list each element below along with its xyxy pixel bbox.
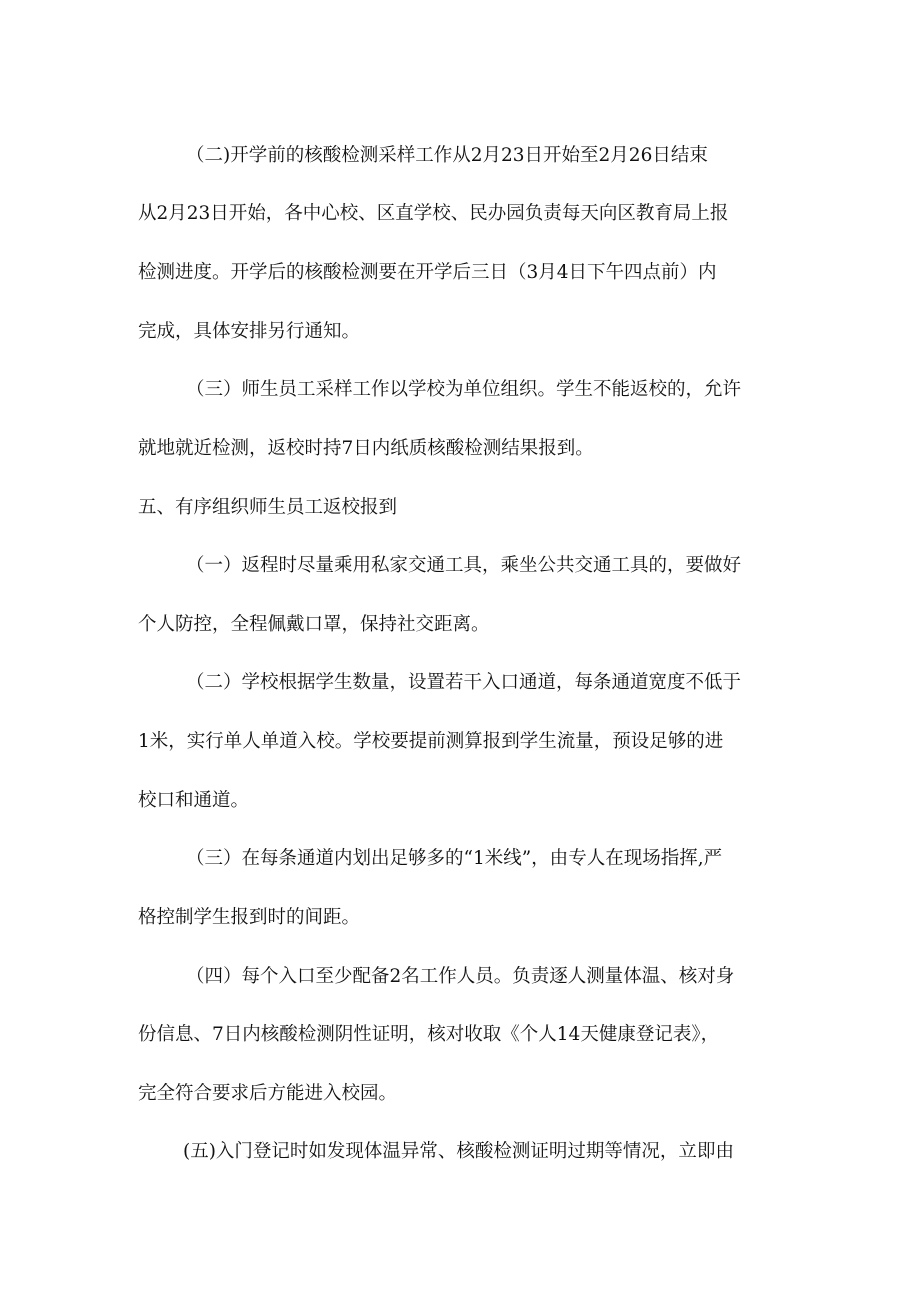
paragraph-line: （三）在每条通道内划出足够多的“1米线”，由专人在现场指挥,严: [186, 848, 723, 869]
section-heading: 五、有序组织师生员工返校报到: [138, 497, 398, 518]
paragraph-line: 完全符合要求后方能进入校园。: [138, 1083, 398, 1104]
paragraph-line: （三）师生员工采样工作以学校为单位组织。学生不能返校的，允许: [186, 379, 742, 400]
paragraph-line: (五)入门登记时如发现体温异常、核酸检测证明过期等情况，立即由: [183, 1141, 734, 1162]
paragraph-line: （四）每个入口至少配备2名工作人员。负责逐人测量体温、核对身: [186, 966, 735, 987]
paragraph-line: 个人防控，全程佩戴口罩，保持社交距离。: [138, 614, 490, 635]
paragraph-line: （二）学校根据学生数量，设置若干入口通道，每条通道宽度不低于: [186, 672, 742, 693]
paragraph-line: 1米，实行单人单道入校。学校要提前测算报到学生流量，预设足够的进: [138, 731, 724, 752]
paragraph-line: 份信息、7日内核酸检测阴性证明，核对收取《个人14天健康登记表》，: [138, 1024, 720, 1045]
paragraph-line: 校口和通道。: [138, 790, 250, 811]
paragraph-line: 检测进度。开学后的核酸检测要在开学后三日（3月4日下午四点前）内: [138, 262, 717, 283]
paragraph-line: 从2月23日开始，各中心校、区直学校、民办园负责每天向区教育局上报: [138, 203, 729, 224]
paragraph-line: 完成，具体安排另行通知。: [138, 321, 361, 342]
paragraph-line: 就地就近检测，返校时持7日内纸质核酸检测结果报到。: [138, 438, 594, 459]
paragraph-line: （二)开学前的核酸检测采样工作从2月23日开始至2月26日结束: [186, 145, 708, 166]
paragraph-line: （一）返程时尽量乘用私家交通工具，乘坐公共交通工具的，要做好: [186, 555, 742, 576]
paragraph-line: 格控制学生报到时的间距。: [138, 907, 361, 928]
